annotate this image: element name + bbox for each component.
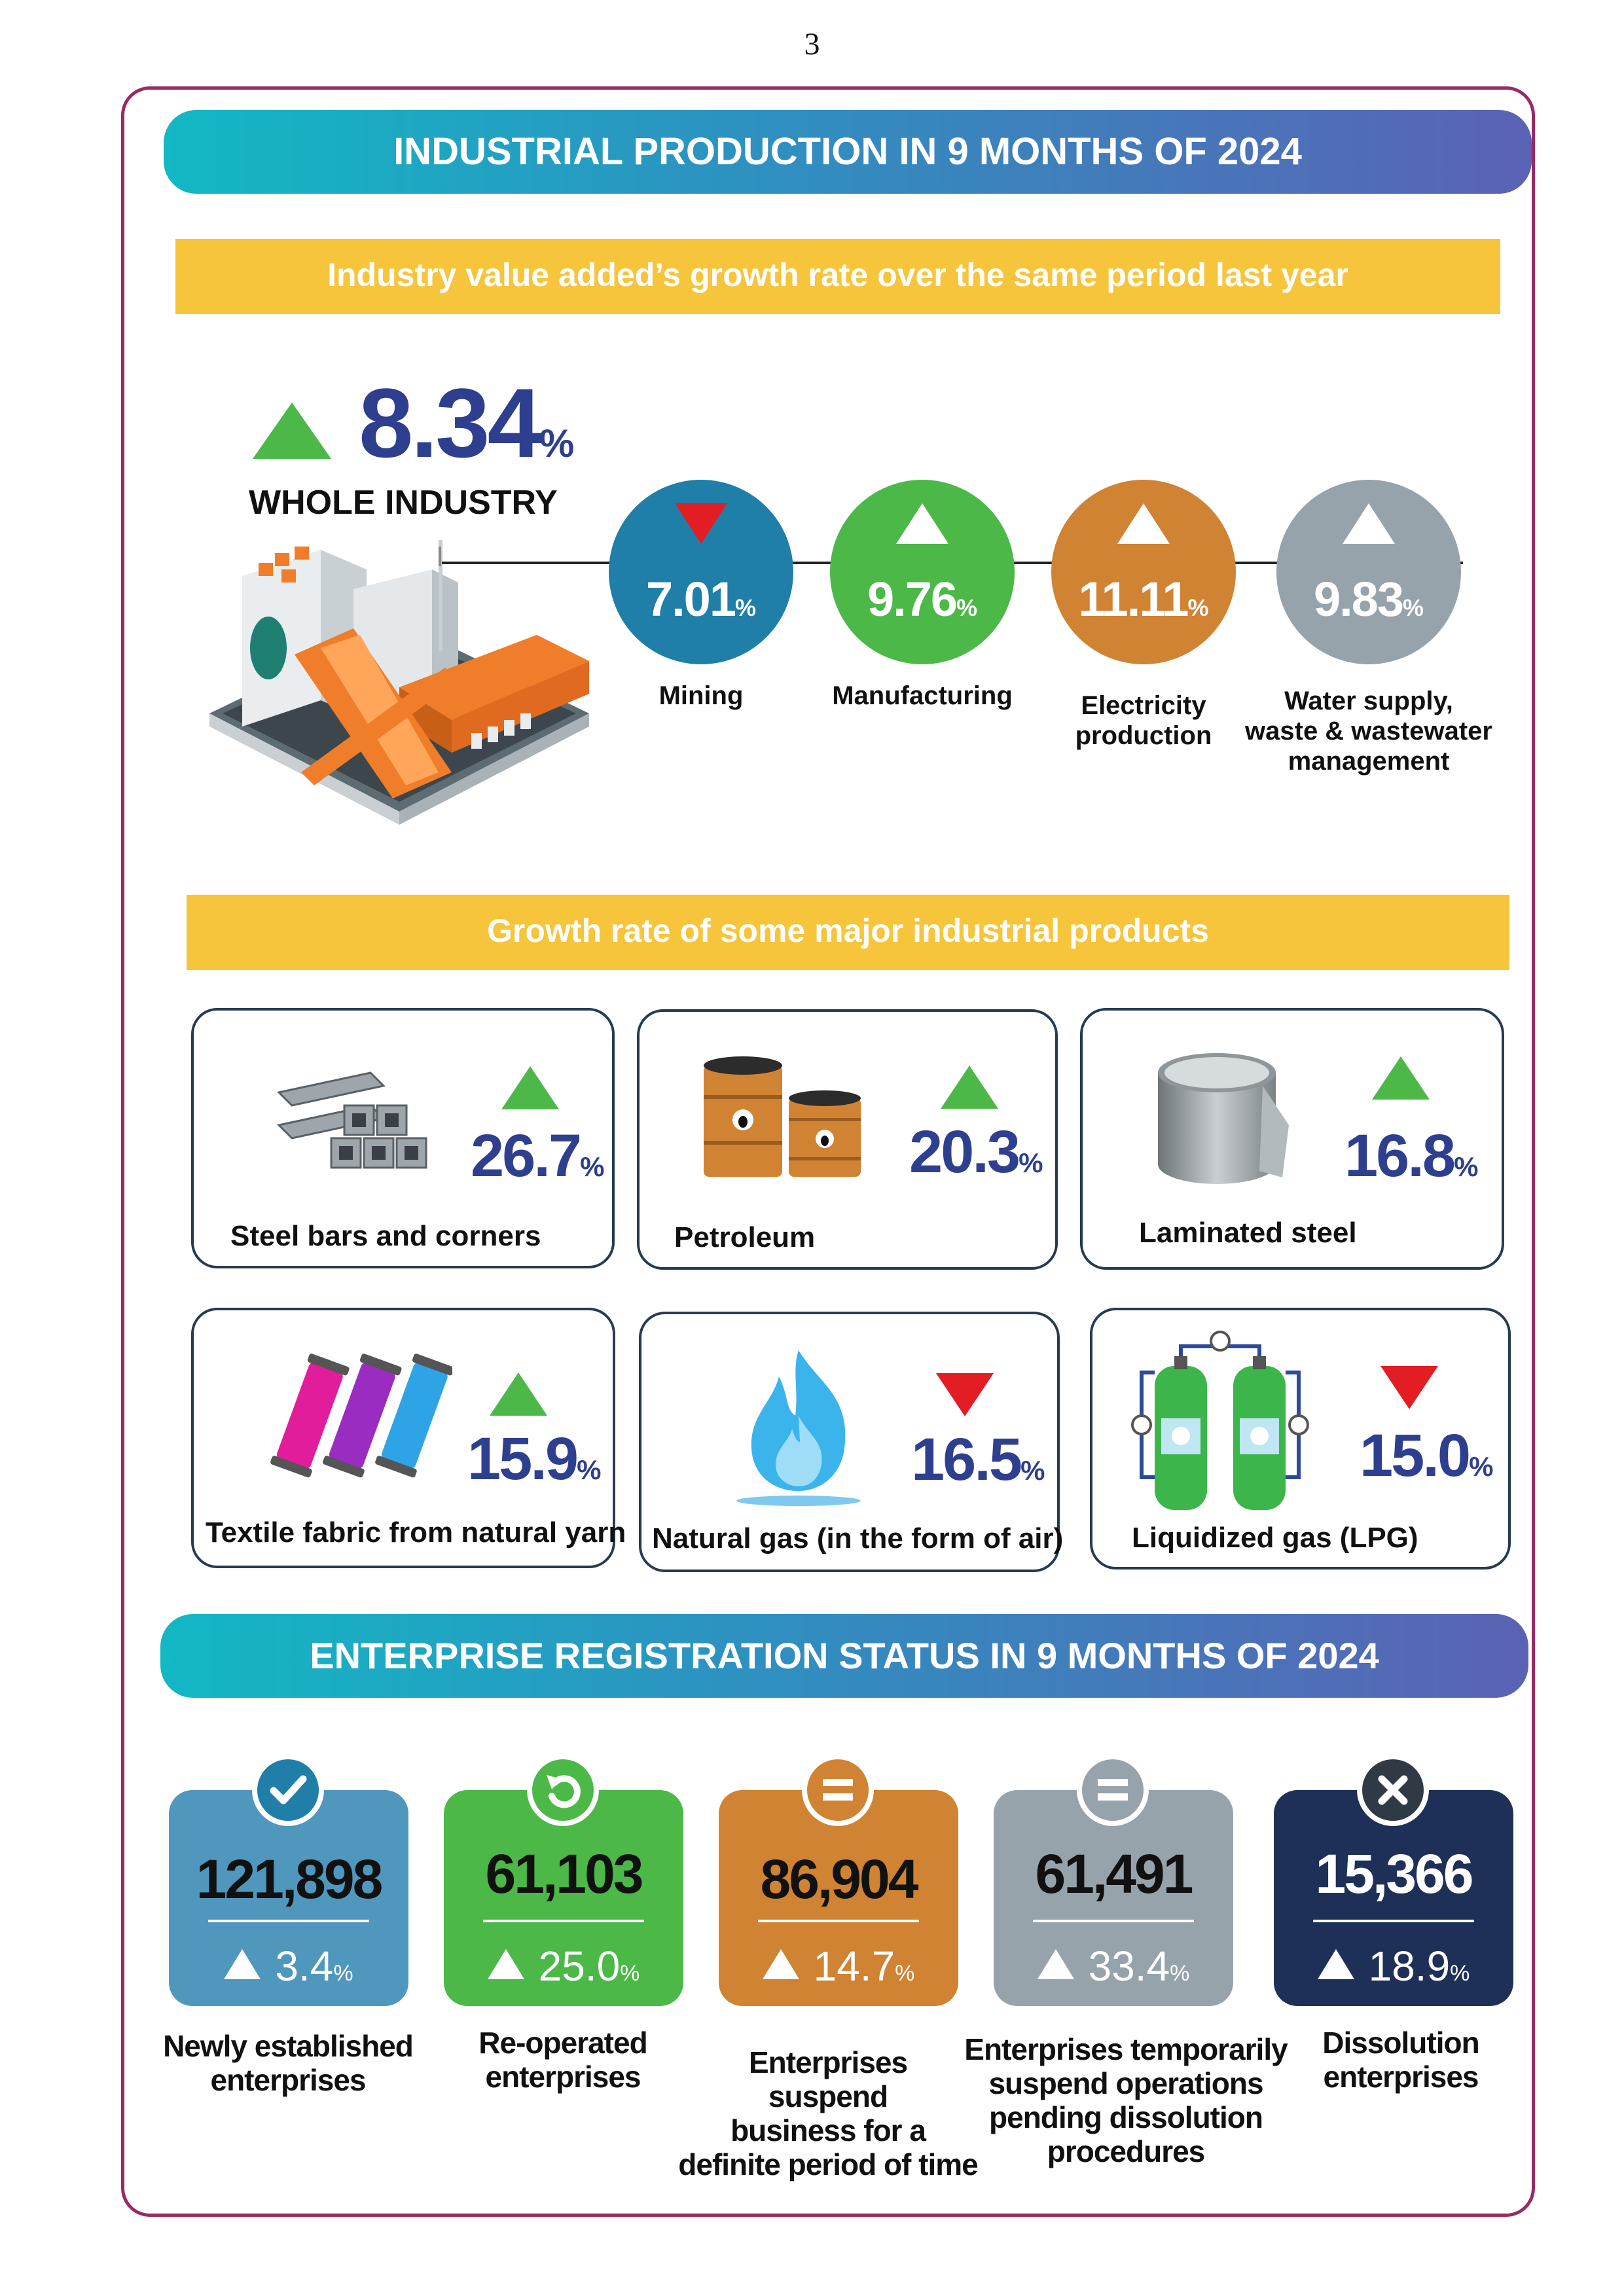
product-value: 16.5% bbox=[911, 1426, 1045, 1493]
whole-industry-value: 8.34% bbox=[359, 368, 575, 478]
industrial-production-banner: INDUSTRIAL PRODUCTION IN 9 MONTHS OF 2024 bbox=[164, 110, 1532, 194]
product-card-petroleum bbox=[637, 1009, 1058, 1270]
sector-value: 11.11% bbox=[1078, 572, 1209, 626]
sector-value: 9.83% bbox=[1313, 572, 1424, 626]
enterprise-growth: 25.0% bbox=[444, 1942, 683, 1990]
product-card-laminated-steel bbox=[1080, 1008, 1504, 1270]
enterprise-count: 15,366 bbox=[1315, 1843, 1472, 1905]
enterprise-registration-banner: ENTERPRISE REGISTRATION STATUS IN 9 MONTHS OF 2024 bbox=[160, 1614, 1528, 1698]
divider bbox=[208, 1920, 369, 1922]
divider bbox=[758, 1920, 919, 1922]
check-icon bbox=[252, 1754, 324, 1826]
product-card-natural-gas bbox=[639, 1312, 1064, 1572]
enterprise-growth: 18.9% bbox=[1274, 1942, 1513, 1990]
whole-industry-up-arrow-icon bbox=[253, 403, 331, 459]
product-value: 20.3% bbox=[909, 1119, 1043, 1185]
equals-icon bbox=[802, 1754, 874, 1826]
up-arrow-icon bbox=[1318, 1949, 1354, 1979]
product-name: Steel bars and corners bbox=[230, 1220, 541, 1252]
steel-bars-icon bbox=[272, 1066, 429, 1177]
product-name: Petroleum bbox=[674, 1221, 816, 1253]
enterprise-growth: 14.7% bbox=[719, 1942, 958, 1990]
up-arrow-icon bbox=[1038, 1949, 1074, 1979]
yarn-spools-icon bbox=[269, 1350, 452, 1480]
product-card-steel-bars bbox=[191, 1008, 615, 1268]
sector-label-electricity: Electricity production bbox=[1075, 691, 1212, 750]
product-value: 15.9% bbox=[467, 1426, 602, 1492]
divider bbox=[1033, 1920, 1194, 1922]
equals-icon bbox=[1077, 1754, 1149, 1826]
down-arrow-icon bbox=[936, 1373, 994, 1416]
sector-circle-electricity bbox=[1051, 480, 1236, 664]
gas-flame-icon bbox=[727, 1344, 871, 1507]
sector-label-manufacturing: Manufacturing bbox=[832, 681, 1013, 710]
product-value: 15.0% bbox=[1360, 1422, 1494, 1489]
enterprise-label-dissolution: Dissolution enterprises bbox=[1322, 2026, 1479, 2094]
enterprise-count: 61,491 bbox=[1035, 1843, 1192, 1905]
up-arrow-icon bbox=[896, 503, 948, 544]
connector-pole bbox=[439, 547, 441, 566]
product-name: Textile fabric from natural yarn bbox=[206, 1516, 626, 1549]
product-value: 16.8% bbox=[1344, 1122, 1479, 1189]
enterprise-count: 86,904 bbox=[760, 1848, 917, 1910]
up-arrow-icon bbox=[501, 1066, 559, 1109]
sector-label-mining: Mining bbox=[659, 681, 744, 710]
sector-value: 9.76% bbox=[867, 572, 978, 626]
enterprise-growth: 3.4% bbox=[169, 1942, 408, 1990]
product-name: Natural gas (in the form of air) bbox=[652, 1522, 1064, 1554]
enterprise-growth: 33.4% bbox=[994, 1942, 1233, 1990]
product-card-textile bbox=[191, 1308, 626, 1568]
down-arrow-icon bbox=[1380, 1366, 1438, 1409]
sector-circle-mining bbox=[609, 480, 793, 664]
gas-cylinders-icon bbox=[1128, 1327, 1312, 1516]
product-name: Liquidized gas (LPG) bbox=[1132, 1522, 1418, 1554]
up-arrow-icon bbox=[488, 1949, 524, 1979]
enterprise-label-suspend-definite: Enterprises suspend business for a definite period of time bbox=[678, 2045, 978, 2181]
sector-circle-manufacturing bbox=[830, 480, 1015, 664]
divider bbox=[1313, 1920, 1474, 1922]
up-arrow-icon bbox=[763, 1949, 799, 1979]
enterprise-label-pending-dissolution: Enterprises temporarily suspend operations pending dissolution procedures bbox=[964, 2032, 1288, 2168]
return-icon bbox=[527, 1754, 599, 1826]
sector-label-water-supply: Water supply, waste & wastewater management bbox=[1245, 687, 1492, 776]
product-name: Laminated steel bbox=[1139, 1217, 1357, 1249]
enterprise-label-re-operated: Re-operated enterprises bbox=[478, 2026, 647, 2094]
sector-circle-water-supply bbox=[1276, 480, 1461, 664]
factory-icon bbox=[196, 537, 615, 844]
up-arrow-icon bbox=[1117, 503, 1170, 544]
down-arrow-icon bbox=[675, 503, 727, 544]
oil-barrel-icon bbox=[697, 1052, 867, 1183]
up-arrow-icon bbox=[1343, 503, 1395, 544]
sector-value: 7.01% bbox=[645, 572, 757, 626]
enterprise-count: 61,103 bbox=[485, 1843, 642, 1905]
cross-icon bbox=[1357, 1754, 1429, 1826]
up-arrow-icon bbox=[941, 1066, 998, 1109]
steel-roll-icon bbox=[1145, 1047, 1295, 1191]
up-arrow-icon bbox=[1372, 1056, 1430, 1100]
page-number: 3 bbox=[804, 27, 820, 62]
industry-growth-subtitle: Industry value added’s growth rate over the same period last year bbox=[175, 239, 1500, 314]
enterprise-count: 121,898 bbox=[196, 1848, 382, 1910]
major-products-subtitle: Growth rate of some major industrial products bbox=[187, 895, 1509, 970]
enterprise-label-newly-established: Newly established enterprises bbox=[163, 2029, 413, 2097]
up-arrow-icon bbox=[490, 1372, 547, 1416]
divider bbox=[483, 1920, 644, 1922]
product-value: 26.7% bbox=[471, 1122, 605, 1189]
up-arrow-icon bbox=[224, 1949, 261, 1979]
product-card-lpg bbox=[1090, 1308, 1511, 1570]
whole-industry-label: WHOLE INDUSTRY bbox=[249, 484, 558, 522]
